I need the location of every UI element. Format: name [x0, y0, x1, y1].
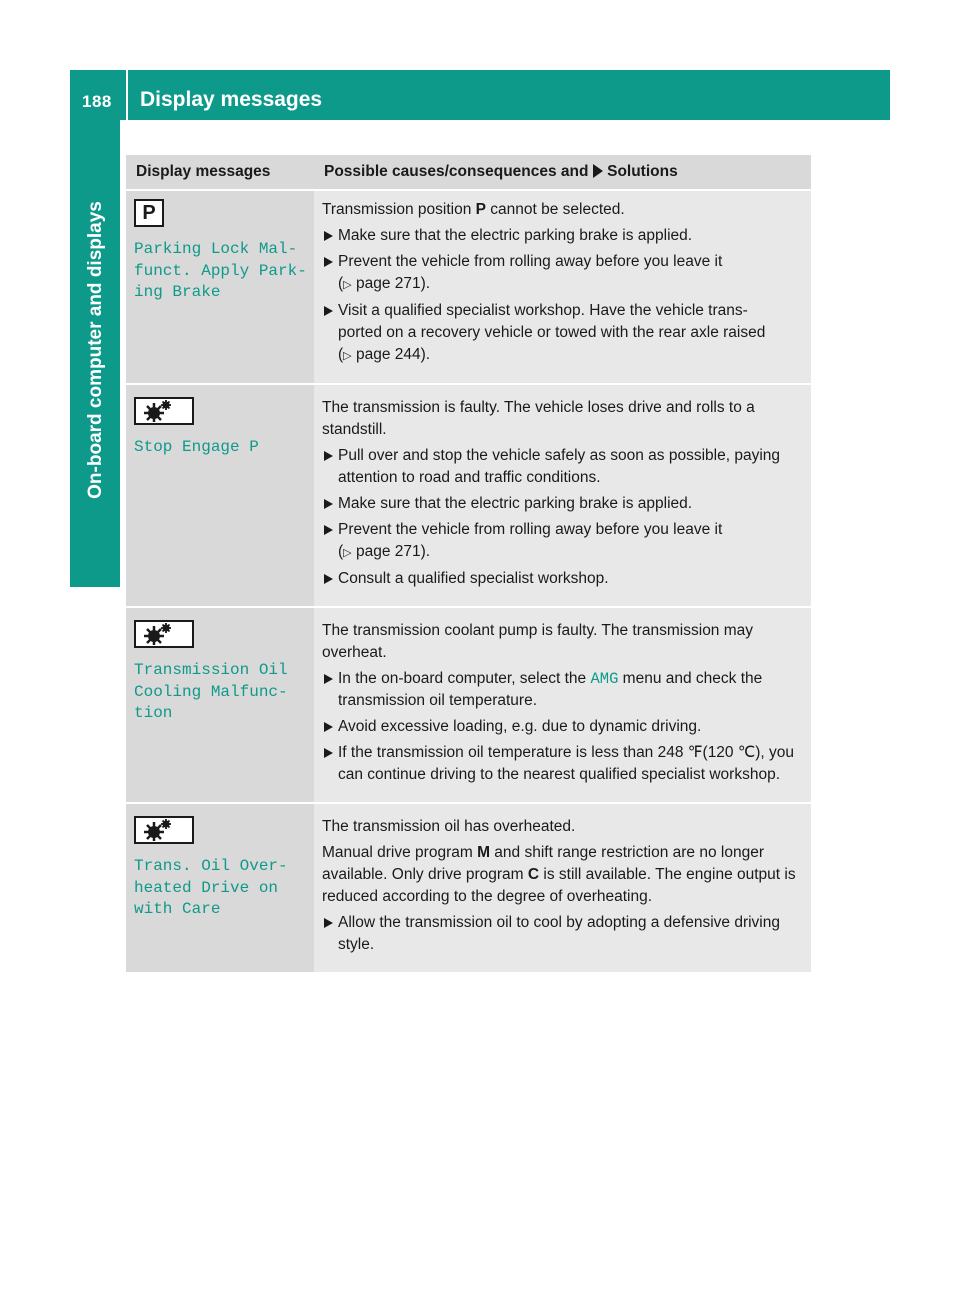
solution-cell [314, 803, 811, 973]
display-message-text: Stop Engage P [134, 438, 259, 456]
display-message-text: Parking Lock Mal‑ funct. Apply Park‑ ing Brake [134, 240, 307, 301]
cause-text: The transmission is faulty. The vehicle loses drive and rolls to a standstill. [322, 399, 755, 438]
amg-menu-label: AMG [590, 670, 619, 688]
solution-step: If the transmission oil temperature is less than 248 ℉(120 ℃), you can continue driving to the nearest qualified specialist workshop. [322, 742, 803, 786]
solution-step: Pull over and stop the vehicle safely as soon as possible, paying attention to road and traffic conditions. [322, 445, 803, 489]
transmission-gear-icon [134, 816, 194, 844]
header-divider [126, 70, 128, 120]
page-ref-link[interactable]: page 244). [355, 346, 431, 363]
message-cell [126, 190, 314, 384]
solution-step: Consult a qualified specialist workshop. [322, 568, 803, 590]
cause-text: Manual drive program M and shift range restriction are no longer available. Only drive program C is still available. The engine output is reduced according to the degree of overheating. [322, 844, 796, 905]
table-row [126, 190, 811, 384]
cause-text: The transmission coolant pump is faulty. The transmission may overheat. [322, 622, 754, 661]
display-message-text: Transmission Oil Cooling Malfunc‑ tion [134, 661, 288, 722]
display-message-text: Trans. Oil Over‑ heated Drive on with Care [134, 857, 288, 918]
table-row [126, 607, 811, 803]
solutions-arrow-icon [593, 164, 603, 178]
table-row [126, 384, 811, 607]
park-p-icon [134, 199, 164, 227]
message-cell [126, 803, 314, 973]
col-header-display-messages: Display messages [126, 155, 314, 190]
solution-cell [314, 384, 811, 607]
solution-step: In the on-board computer, select the AMG menu and check the transmission oil temperature. [322, 668, 803, 712]
solution-step: Make sure that the electric parking brake is applied. [322, 225, 803, 247]
solution-step: Prevent the vehicle from rolling away before you leave it (▷ page 271). [322, 251, 803, 296]
page-ref-link[interactable]: page 271). [355, 543, 431, 560]
solution-cell [314, 190, 811, 384]
side-tab-label: On-board computer and displays [85, 201, 106, 499]
col-header-causes [314, 155, 811, 190]
transmission-gear-icon [134, 397, 194, 425]
page-number: 188 [82, 92, 112, 111]
cause-text: Transmission position P cannot be selected. [322, 201, 625, 218]
table-header-row [126, 155, 811, 190]
park-p-icon-label: P [142, 202, 156, 224]
cause-text: The transmission oil has overheated. [322, 818, 576, 835]
table-row [126, 803, 811, 973]
col-header-solutions-text: Solutions [602, 163, 678, 180]
col-header-causes-text: Possible causes/consequences and [324, 163, 593, 180]
display-messages-table [126, 155, 811, 974]
page-title: Display messages [140, 88, 323, 111]
solution-step: Avoid excessive loading, e.g. due to dynamic driving. [322, 716, 803, 738]
page-ref-link[interactable]: page 271). [355, 275, 431, 292]
message-cell [126, 607, 314, 803]
solution-step: Visit a qualified specialist workshop. Have the vehicle trans- ported on a recovery vehicle or towed with the rear axle raised (▷ page 244). [322, 300, 803, 367]
solution-cell [314, 607, 811, 803]
solution-step: Allow the transmission oil to cool by adopting a defensive driving style. [322, 912, 803, 956]
solution-step: Prevent the vehicle from rolling away before you leave it (▷ page 271). [322, 519, 803, 564]
message-cell [126, 384, 314, 607]
solution-step: Make sure that the electric parking brake is applied. [322, 493, 803, 515]
transmission-gear-icon [134, 620, 194, 648]
